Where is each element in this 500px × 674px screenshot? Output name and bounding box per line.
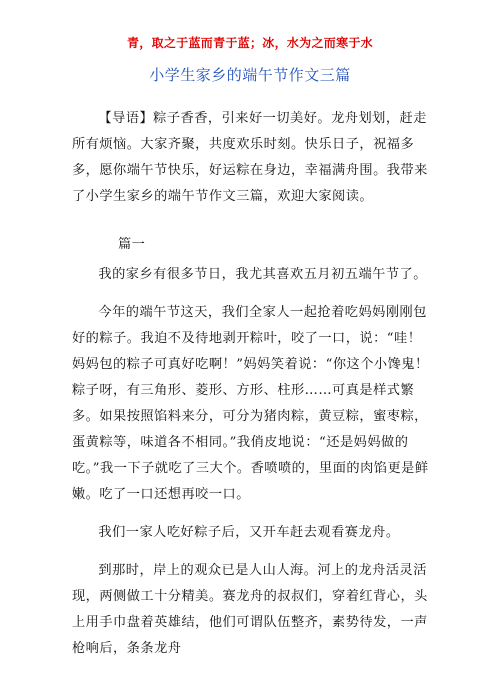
intro-block xyxy=(72,106,432,222)
intro-tag-open: 【 xyxy=(98,111,113,126)
essay-paragraph-3: 我们一家人吃好粽子后，又开车赶去观看赛龙舟。 xyxy=(98,525,400,540)
essay-block xyxy=(72,232,432,674)
page-title: 小学生家乡的端午节作文三篇 xyxy=(149,66,351,84)
section-label: 篇一 xyxy=(118,237,146,252)
header-quote: 青，取之于蓝而青于蓝；冰，水为之而寒于水 xyxy=(126,36,373,50)
intro-tag-word: 导语 xyxy=(112,111,140,126)
essay-paragraph-4: 到那时，岸上的观众已是人山人海。河上的龙舟活灵活现，两侧做工十分精美。赛龙舟的叔叔们，穿着红背心，头上用手巾盘着英雄结，他们可谓队伍整齐，素势待发，一声枪响后，条条龙舟 xyxy=(72,563,428,656)
essay-paragraph-1: 我的家乡有很多节日，我尤其喜欢五月初五端午节了。 xyxy=(98,267,427,282)
intro-tag-close: 】 xyxy=(139,111,154,126)
essay-paragraph-2: 今年的端午节这天，我们全家人一起抢着吃妈妈刚刚包好的粽子。我迫不及待地剥开粽叶，咬了一口，说：“哇！妈妈包的粽子可真好吃啊！”妈妈笑着说：“你这个小馋鬼！粽子呀，有三角形、菱形、方形、柱形……可真是样式繁多。如果按照馅料来分，可分为猪肉粽，黄豆粽，蜜枣粽，蛋黄粽等，味道各不相同。”我俏皮地说：“还是妈妈做的吃。”我一下子就吃了三大个。香喷喷的，里面的肉馅更是鲜嫩。吃了一口还想再咬一口。 xyxy=(72,305,429,502)
intro-paragraph xyxy=(72,106,432,210)
intro-text: 粽子香香，引来好一切美好。龙舟划划，赶走所有烦恼。大家齐聚，共度欢乐时刻。快乐日子，祝福多多，愿你端午节快乐，好运粽在身边，幸福满舟围。我带来了小学生家乡的端午节作文三篇，欢迎大家阅读。 xyxy=(72,111,428,204)
